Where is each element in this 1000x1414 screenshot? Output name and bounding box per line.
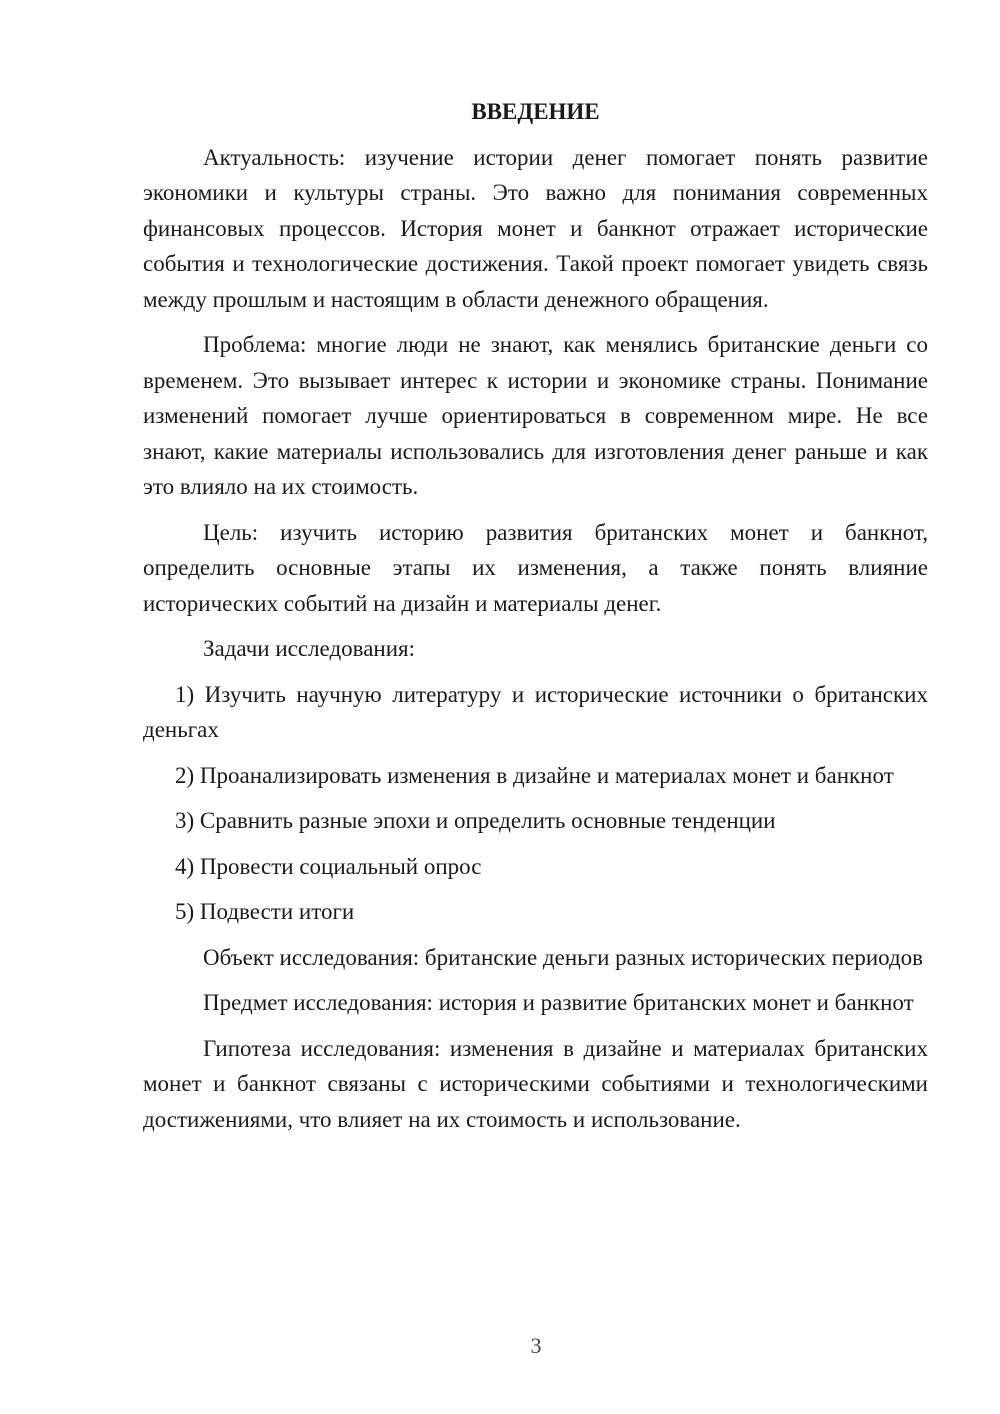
subject-paragraph: Предмет исследования: история и развитие британских монет и банкнот — [203, 990, 914, 1015]
goal-paragraph: Цель: изучить историю развития британских монет и банкнот, определить основные этапы их изменения, а также понять влияние исторических событий на дизайн и материалы денег. — [143, 519, 928, 616]
problem-paragraph: Проблема: многие люди не знают, как менялись британские деньги со временем. Это вызывает интерес к истории и экономике страны. Понимание изменений помогает лучше ориентироваться в современном мире. Не все знают, какие материалы использовались для изготовления денег раньше и как это влияло на их стоимость. — [143, 332, 928, 499]
task-item: 1) Изучить научную литературу и исторические источники о британских деньгах — [143, 681, 928, 742]
object-paragraph: Объект исследования: британские деньги разных исторических периодов — [203, 944, 924, 970]
section-title: ВВЕДЕНИЕ — [471, 99, 600, 124]
task-item: 2) Проанализировать изменения в дизайне и материалах монет и банкнот — [175, 762, 894, 788]
hypothesis-paragraph: Гипотеза исследования: изменения в дизайне и материалах британских монет и банкнот связаны с историческими событиями и технологическими достижениями, что влияет на их стоимость и использование. — [143, 1035, 928, 1132]
page-number: 3 — [530, 1333, 542, 1358]
page-content — [143, 94, 928, 1147]
task-item: 5) Подвести итоги — [175, 899, 355, 924]
tasks-heading: Задачи исследования: — [203, 636, 416, 661]
task-item: 3) Сравнить разные эпохи и определить основные тенденции — [175, 808, 776, 833]
task-item: 4) Провести социальный опрос — [175, 853, 482, 879]
relevance-paragraph: Актуальность: изучение истории денег помогает понять развитие экономики и культуры страны. Это важно для понимания современных финансовых процессов. История монет и банкнот отражает исторические события и технологические достижения. Такой проект помогает увидеть связь между прошлым и настоящим в области денежного обращения. — [143, 144, 928, 312]
